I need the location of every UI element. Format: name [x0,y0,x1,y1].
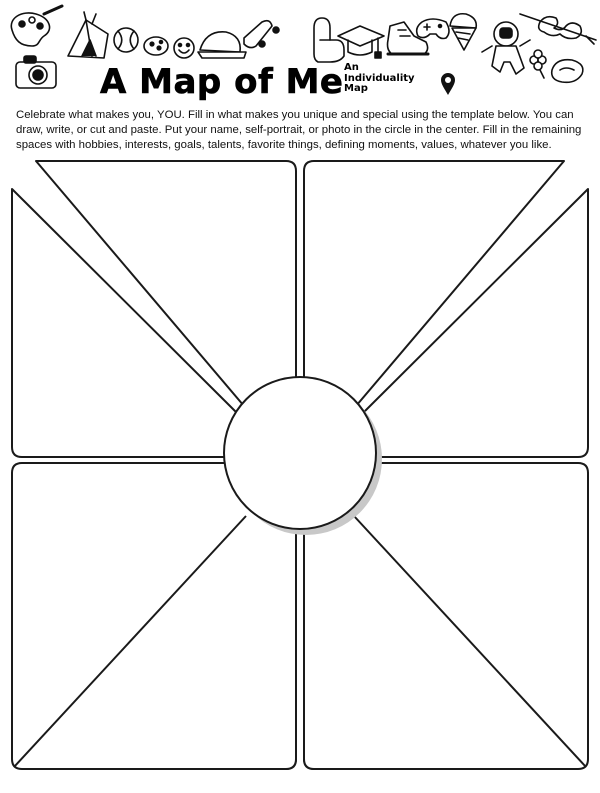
page-subtitle [344,63,424,95]
location-pin-icon [440,72,456,96]
cookie-icon [144,37,168,55]
graduation-cap-icon [338,26,384,58]
map-template [0,155,600,790]
subtitle-line: An [344,62,359,73]
violin-icon [520,14,596,44]
page-title: A Map of Me [100,62,344,102]
center-circle[interactable] [224,377,376,529]
clover-icon [530,50,546,78]
game-controller-icon [417,19,449,39]
steak-icon [552,60,583,83]
foam-finger-icon [314,18,344,62]
ice-cream-icon [450,14,476,50]
subtitle-line: Map [344,83,368,94]
baseball-icon [114,28,138,52]
astronaut-icon [482,22,530,74]
cap-icon [198,32,246,58]
palette-icon [11,6,62,46]
skateboard-icon [244,21,279,48]
tent-icon [68,12,108,58]
camera-icon [16,56,56,88]
subtitle-line: Individuality [344,72,415,84]
instructions-text: Celebrate what makes you, YOU. Fill in what makes you unique and special using the template below. You can draw, write, or cut and paste. Put your name, self-portrait, or photo in the circle in the center. Fill in the remaining spaces with hobbies, interests, goals, talents, favorite things, defining moments, values, whatever you like. [16,109,582,151]
smiley-icon [174,38,194,58]
